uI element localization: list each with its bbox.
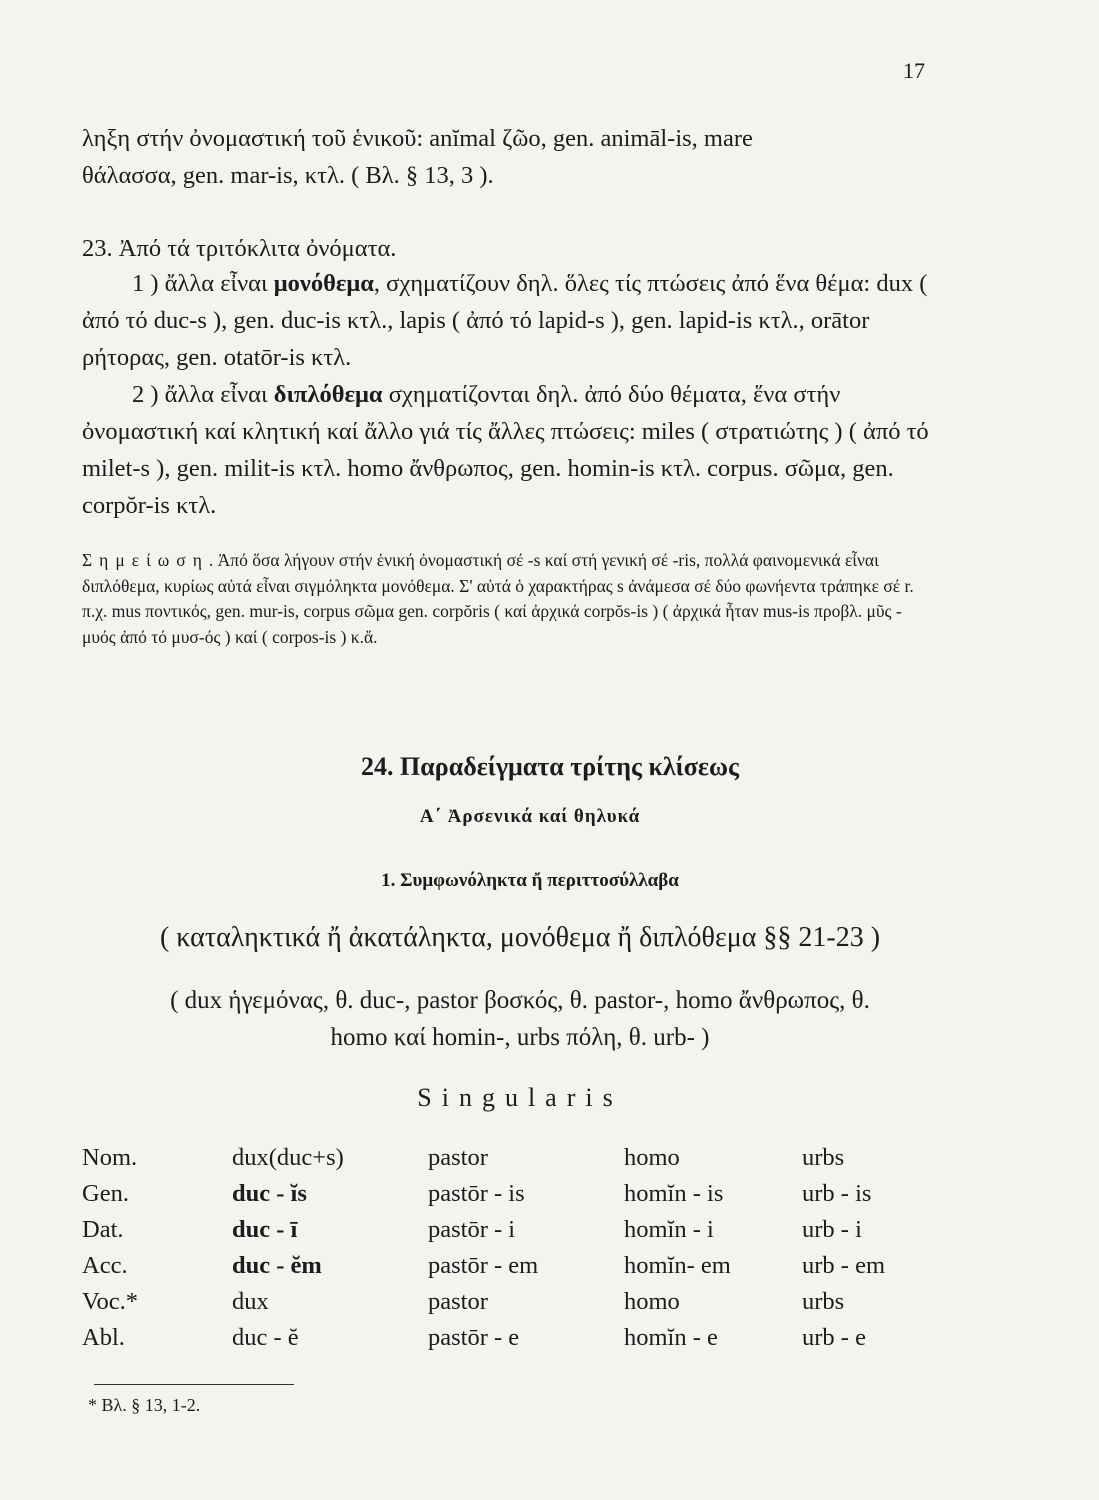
term-monothema: μονόθεμα bbox=[273, 270, 374, 297]
table-cell: pastor bbox=[428, 1144, 488, 1171]
table-cell: urbs bbox=[802, 1288, 845, 1315]
table-cell: duc - ĕ bbox=[232, 1324, 299, 1351]
table-row bbox=[82, 1180, 942, 1216]
subheading-masculine-feminine: Α΄ Ἀρσενικά καί θηλυκά bbox=[419, 806, 641, 827]
table-cell: urb - em bbox=[802, 1252, 885, 1279]
table-cell: homo bbox=[624, 1288, 680, 1315]
section-23-paragraph-1 bbox=[82, 265, 937, 376]
table-row bbox=[82, 1252, 942, 1288]
table-cell: urb - is bbox=[802, 1180, 872, 1207]
footnote-divider bbox=[94, 1384, 294, 1385]
intro-line-1: ληξη στήν ὀνομαστική τοῦ ἑνικοῦ: anĭmal ζῶο, gen. animāl-is, mare bbox=[82, 125, 753, 152]
singularis-heading: Singularis bbox=[417, 1083, 623, 1112]
term-diplothema: διπλόθεμα bbox=[273, 381, 383, 408]
page-number: 17 bbox=[903, 58, 925, 83]
p1-text-a: 1 ) ἄλλα εἶναι bbox=[132, 270, 274, 297]
table-cell: duc - ĭs bbox=[232, 1180, 307, 1207]
stems-line-1: ( dux ἡγεμόνας, θ. duc-, pastor βοσκός, θ. pastor-, homo ἄνθρωπος, θ. bbox=[170, 987, 870, 1014]
table-cell: urbs bbox=[802, 1144, 845, 1171]
table-row bbox=[82, 1144, 942, 1180]
footnote: * Βλ. § 13, 1-2. bbox=[88, 1395, 201, 1415]
p2-text-a: 2 ) ἄλλα εἶναι bbox=[132, 381, 274, 408]
table-cell: homĭn - e bbox=[624, 1324, 718, 1351]
table-cell: pastōr - em bbox=[428, 1252, 539, 1279]
intro-line-2: θάλασσα, gen. mar-is, κτλ. ( Βλ. § 13, 3 ). bbox=[82, 162, 494, 189]
note-text: . Ἀπό ὅσα λήγουν στήν ἑνική ὀνομαστική σέ -s καί στή γενική σέ -ris, πολλά φαινομενικά εἶναι διπλόθεμα, κυρίως αὐτά εἶναι σιγμόληκτα μονόθεμα. Σ' αὐτά ὁ χαρακτήρας s ἀνάμεσα σέ δύο φωνήεντα τράπηκε σέ r. π.χ. mus ποντικός, gen. mur-is, corpus σῶμα gen. corpŏris ( καί ἀρχικά corpŏs-is ) ( ἀρχικά ἦταν mus-is προβλ. μῦς - μυός ἀπό τό μυσ-ός ) καί ( corpos-is ) κ.ἄ. bbox=[82, 550, 914, 647]
table-cell: duc - ī bbox=[232, 1216, 298, 1243]
table-cell: homo bbox=[624, 1144, 680, 1171]
table-cell: duc - ĕm bbox=[232, 1252, 322, 1279]
table-cell: pastōr - i bbox=[428, 1216, 516, 1243]
table-cell: pastor bbox=[428, 1288, 488, 1315]
table-row bbox=[82, 1216, 942, 1252]
case-label: Dat. bbox=[82, 1216, 124, 1243]
section-23-heading: 23. Ἀπό τά τριτόκλιτα ὀνόματα. bbox=[82, 235, 397, 262]
table-cell: homĭn- em bbox=[624, 1252, 731, 1279]
catalectic-line: ( καταληκτικά ἤ ἀκατάληκτα, μονόθεμα ἤ διπλόθεμα §§ 21-23 ) bbox=[159, 922, 881, 953]
section-24-heading: 24. Παραδείγματα τρίτης κλίσεως bbox=[361, 752, 739, 781]
section-23-paragraph-2 bbox=[82, 376, 937, 524]
p1-text-c: , σχηματίζουν δηλ. ὅλες τίς πτώσεις ἀπό ἕνα θέμα: dux ( ἀπό τό duc-s ), gen. duc-is κτλ., lapis ( ἀπό τό lapid-s ), gen. lapid-is κτλ., orātor ρήτορας, gen. otatōr-is κτλ. bbox=[82, 270, 928, 371]
case-label: Abl. bbox=[82, 1324, 125, 1351]
table-cell: homĭn - i bbox=[624, 1216, 714, 1243]
declension-table bbox=[82, 1144, 942, 1360]
p2-text-c: σχηματίζονται δηλ. ἀπό δύο θέματα, ἕνα στήν ὀνομαστική καί κλητική καί ἄλλο γιά τίς ἄλλες πτώσεις: miles ( στρατιώτης ) ( ἀπό τό milet-s ), gen. milit-is κτλ. homo ἄνθρωπος, gen. homin-is κτλ. corpus. σῶμα, gen. corpŏr-is κτλ. bbox=[82, 381, 929, 519]
table-row bbox=[82, 1288, 942, 1324]
table-cell: urb - i bbox=[802, 1216, 862, 1243]
table-cell: pastōr - is bbox=[428, 1180, 525, 1207]
stems-line-2: homo καί homin-, urbs πόλη, θ. urb- ) bbox=[330, 1024, 710, 1051]
table-row bbox=[82, 1324, 942, 1360]
note-label: Σημείωση bbox=[82, 550, 209, 570]
table-cell: dux bbox=[232, 1288, 269, 1315]
case-label: Nom. bbox=[82, 1144, 138, 1171]
intro-paragraph bbox=[82, 120, 937, 194]
case-label: Voc.* bbox=[82, 1288, 139, 1315]
table-cell: dux(duc+s) bbox=[232, 1144, 344, 1171]
case-label: Gen. bbox=[82, 1180, 129, 1207]
table-cell: pastōr - e bbox=[428, 1324, 520, 1351]
stems-paragraph bbox=[80, 982, 960, 1056]
table-cell: homĭn - is bbox=[624, 1180, 724, 1207]
subheading-consonant-stems: 1. Συμφωνόληκτα ἤ περιττοσύλλαβα bbox=[381, 870, 679, 891]
case-label: Acc. bbox=[82, 1252, 128, 1279]
table-cell: urb - e bbox=[802, 1324, 866, 1351]
note-paragraph bbox=[82, 548, 937, 650]
